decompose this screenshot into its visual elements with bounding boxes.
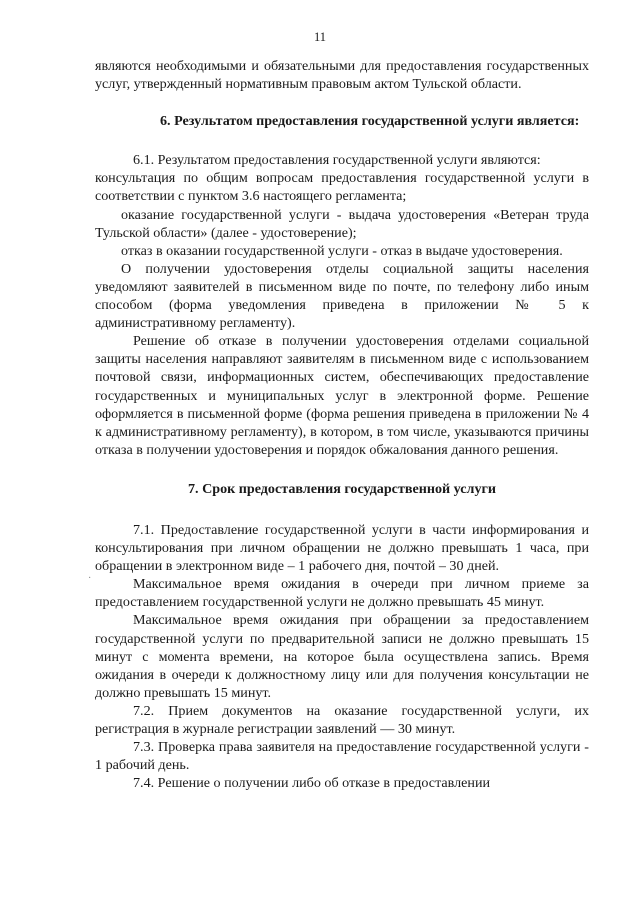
section-7-paragraph-4: 7.2. Прием документов на оказание государственной услуги, их регистрация в журнале регистрации заявлений — 30 минут.	[95, 702, 589, 737]
scan-mark: ·	[88, 573, 92, 584]
section-6-paragraph-6: Решение об отказе в получении удостоверения отделами социальной защиты населения направляют заявителям в письменном виде с использованием почтовой связи, информационных систем, обеспечивающих предоставление государственных и муниципальных услуг в электронной форме. Решение оформляется в письменной форме (форма решения приведена в приложении № 4 к административному регламенту), в котором, в том числе, указываются причины отказа в получении удостоверения и порядок обжалования данного решения.	[95, 333, 589, 458]
section-6-paragraph-3: оказание государственной услуги - выдача удостоверения «Ветеран труда Тульской области» (далее - удостоверение);	[95, 206, 589, 241]
section-6-paragraph-5: О получении удостоверения отделы социальной защиты населения уведомляют заявителей в письменном виде по почте, по телефону либо иным способом (форма уведомления приведена в приложении № 5 к административному регламенту).	[95, 260, 589, 332]
document-body	[95, 57, 589, 792]
section-6-heading: 6. Результатом предоставления государственной услуги является:	[160, 113, 580, 130]
section-7-heading: 7. Срок предоставления государственной услуги	[187, 480, 497, 497]
page-number: 11	[313, 30, 327, 44]
section-7-paragraph-2: Максимальное время ожидания в очереди при личном приеме за предоставлением государственной услуги не должно превышать 45 минут.	[95, 576, 589, 611]
section-7-paragraph-3: Максимальное время ожидания при обращении за предоставлением государственной услуги по предварительной записи не должно превышать 15 минут с момента времени, на которое была осуществлена запись. Время ожидания в очереди к должностному лицу или для получения консультации не должно превышать 15 минут.	[95, 612, 589, 701]
section-7-paragraph-6: 7.4. Решение о получении либо об отказе в предоставлении	[133, 775, 491, 792]
section-6-paragraph-4: отказ в оказании государственной услуги - отказ в выдаче удостоверения.	[121, 242, 563, 259]
section-7-paragraph-5: 7.3. Проверка права заявителя на предоставление государственной услуги - 1 рабочий день.	[95, 739, 589, 774]
section-7-paragraph-1: 7.1. Предоставление государственной услуги в части информирования и консультирования при личном обращении не должно превышать 1 часа, при обращении в электронном виде – 1 рабочего дня, почтой – 30 дней.	[95, 521, 589, 575]
section-6-paragraph-2: консультация по общим вопросам предоставления государственной услуги в соответствии с пунктом 3.6 настоящего регламента;	[95, 170, 589, 205]
intro-paragraph: являются необходимыми и обязательными для предоставления государственных услуг, утвержденный нормативным правовым актом Тульской области.	[95, 58, 589, 93]
section-6-paragraph-1: 6.1. Результатом предоставления государственной услуги являются:	[133, 152, 541, 169]
